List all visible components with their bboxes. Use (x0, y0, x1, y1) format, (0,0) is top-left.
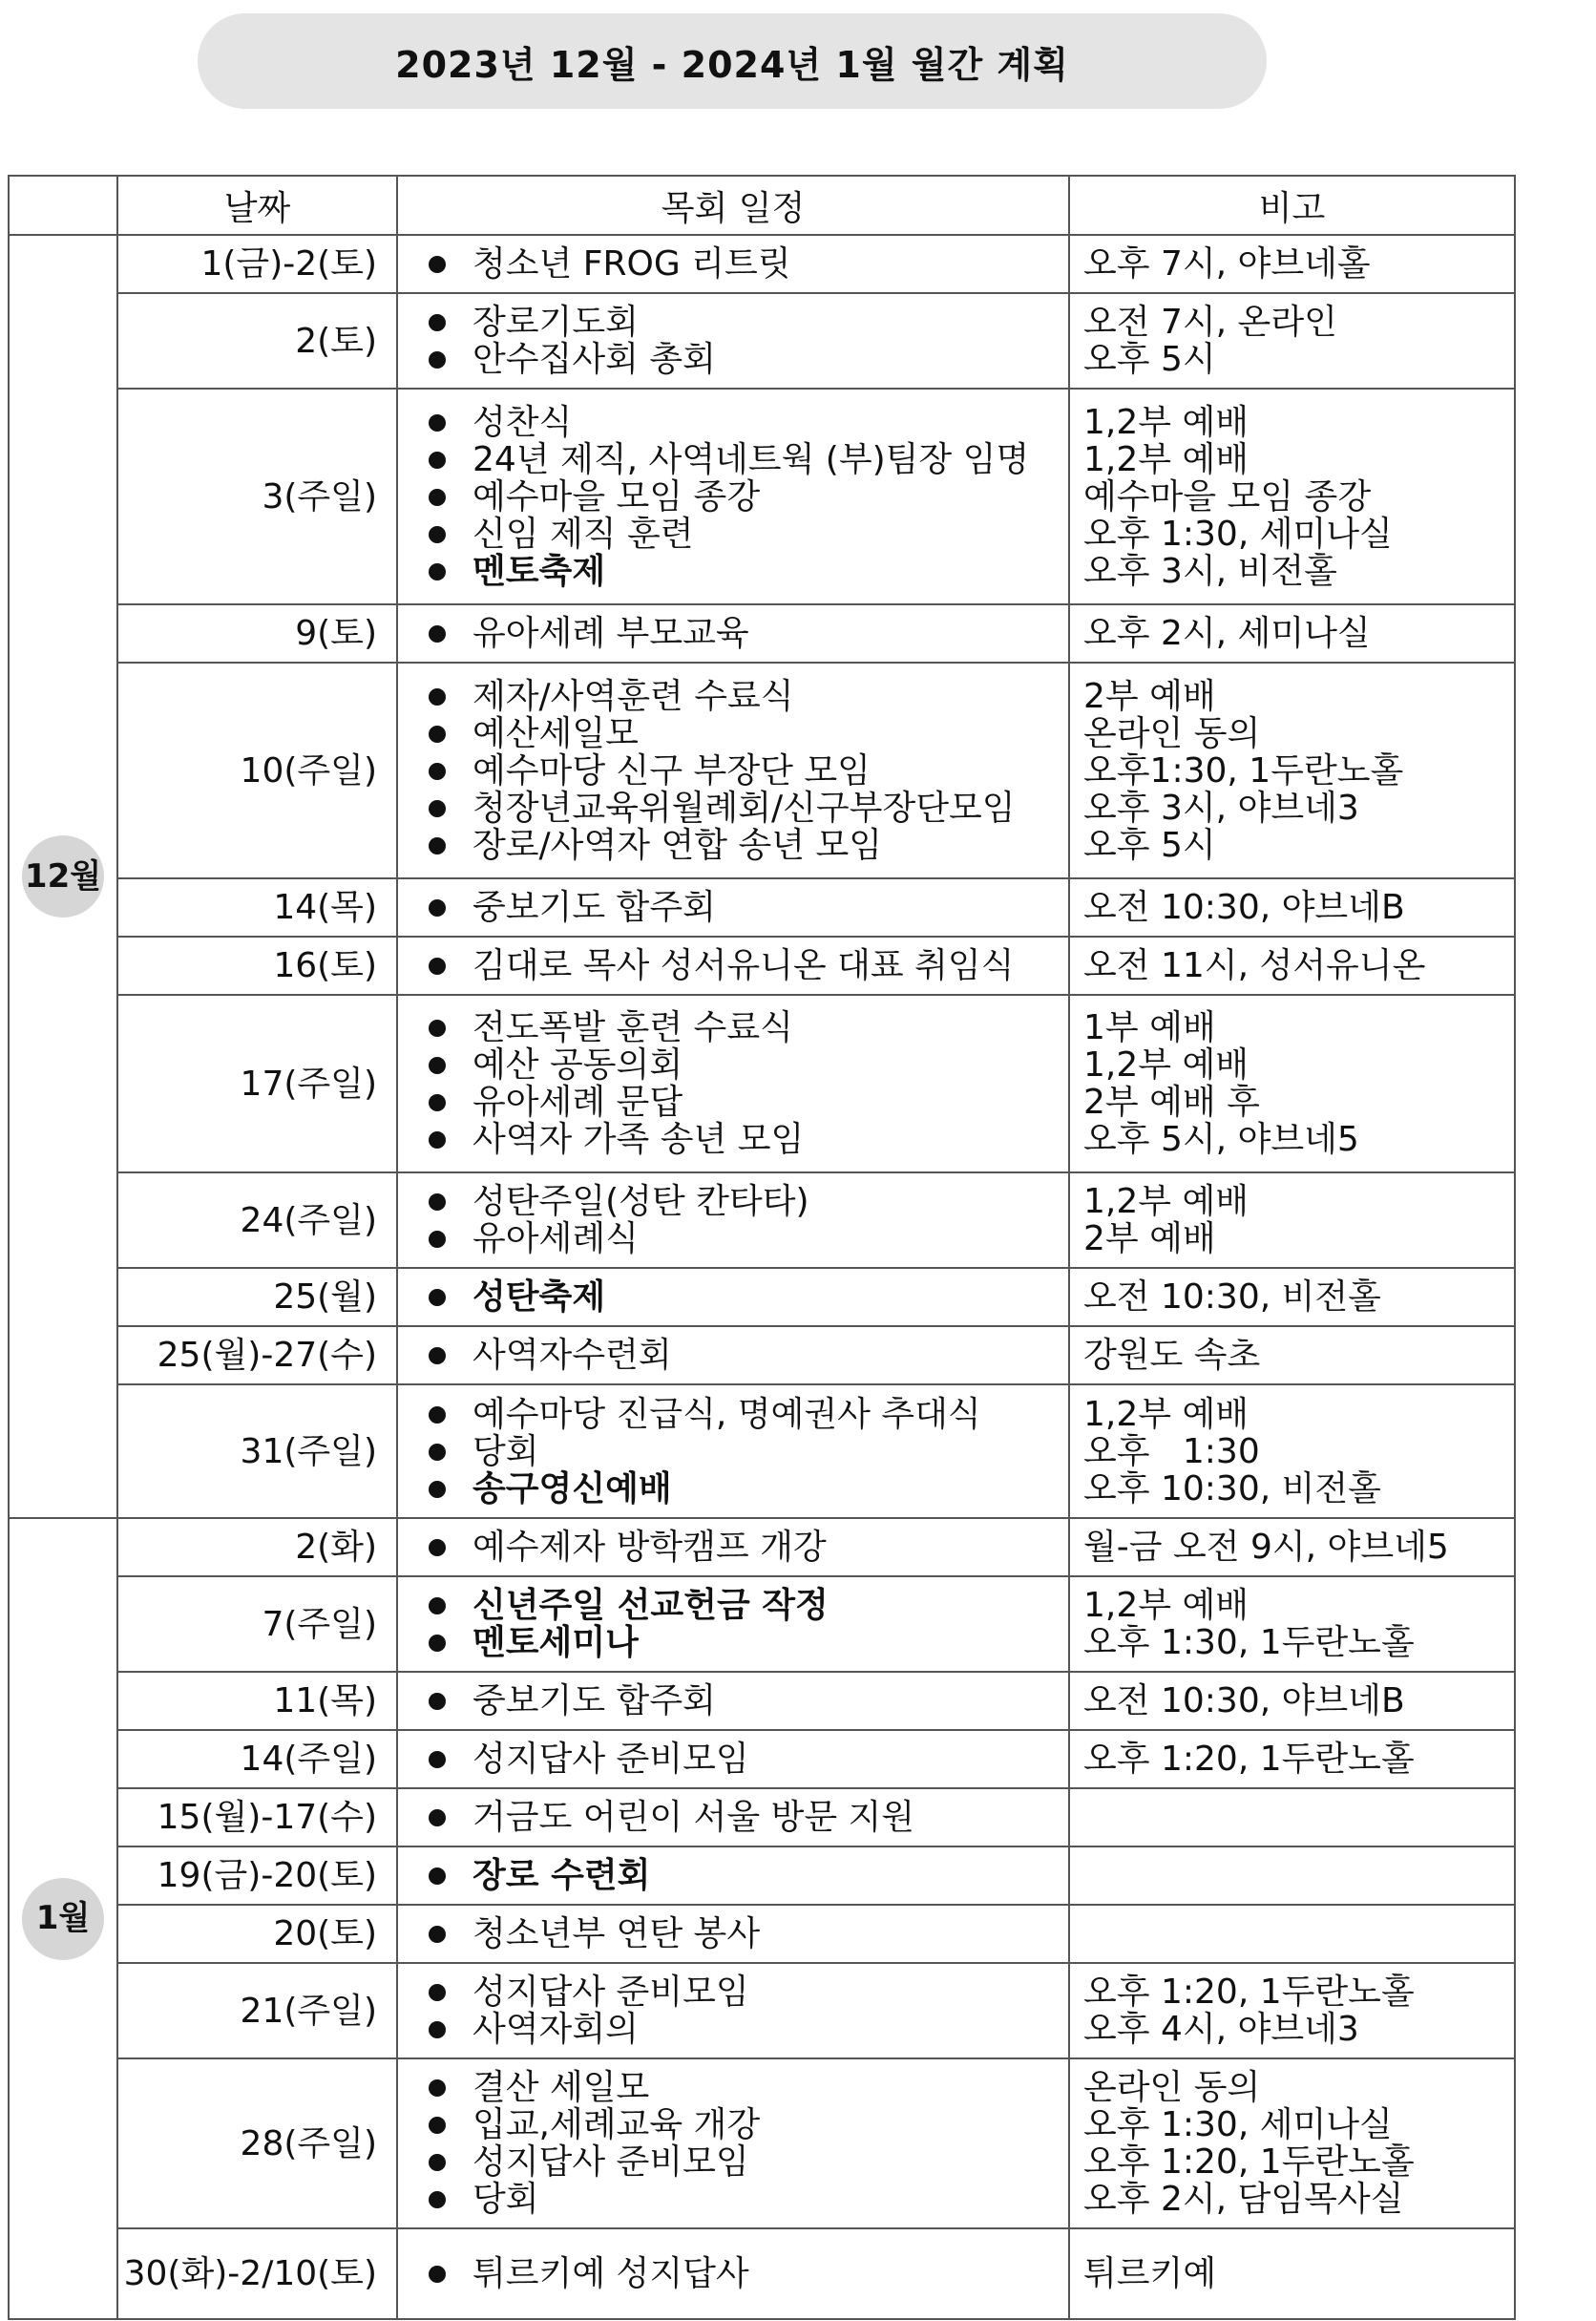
notes-cell (1069, 2228, 1515, 2319)
note-line: 1,2부 예배 (1083, 1182, 1250, 1221)
month-cell (9, 1518, 117, 2319)
date-cell: 24(주일) (117, 1172, 397, 1268)
note-line: 오후 1:30, 1두란노홀 (1083, 1623, 1415, 1662)
date-cell: 21(주일) (117, 1963, 397, 2058)
notes-cell (1069, 1846, 1515, 1905)
note-line: 오후 1:30, 세미나실 (1083, 514, 1393, 554)
date-cell: 17(주일) (117, 995, 397, 1172)
date-cell: 20(토) (117, 1905, 397, 1963)
schedule-item: 입교,세례교육 개강 (427, 2106, 1068, 2143)
schedule-item: 튀르키예 성지답사 (427, 2255, 1068, 2292)
schedule-list (427, 1682, 1068, 1720)
note-line: 오후 2시, 담임목사실 (1083, 2180, 1404, 2219)
schedule-list (427, 889, 1068, 926)
table-row (9, 937, 1515, 995)
schedule-item: 멘토축제 (427, 553, 1068, 590)
note-line: 오전 7시, 온라인 (1083, 303, 1337, 342)
notes-cell (1069, 1963, 1515, 2058)
note-line: 오전 10:30, 야브네B (1083, 1681, 1405, 1720)
header-schedule: 목회 일정 (397, 176, 1069, 235)
notes-cell (1069, 604, 1515, 663)
schedule-cell (397, 995, 1069, 1172)
table-row (9, 293, 1515, 389)
schedule-item: 유아세례식 (427, 1220, 1068, 1257)
schedule-cell (397, 1846, 1069, 1905)
schedule-list (427, 1278, 1068, 1316)
notes-cell (1069, 878, 1515, 937)
date-cell: 25(월)-27(수) (117, 1326, 397, 1384)
note-line: 오후 3시, 야브네3 (1083, 788, 1359, 828)
month-cell (9, 235, 117, 1518)
notes-cell (1069, 663, 1515, 878)
schedule-item: 성탄주일(성탄 칸타타) (427, 1183, 1068, 1220)
date-cell: 14(주일) (117, 1730, 397, 1788)
schedule-cell (397, 663, 1069, 878)
schedule-cell (397, 1730, 1069, 1788)
note-line: 오후 5시, 야브네5 (1083, 1120, 1359, 1159)
table-row (9, 1963, 1515, 2058)
note-line: 1,2부 예배 (1083, 402, 1250, 442)
header-notes: 비고 (1069, 176, 1515, 235)
notes-cell (1069, 1172, 1515, 1268)
schedule-list (427, 2069, 1068, 2218)
note-line: 오후 1:30, 세미나실 (1083, 2105, 1393, 2144)
note-line: 1,2부 예배 (1083, 439, 1250, 479)
notes-cell (1069, 1576, 1515, 1672)
schedule-item: 유아세례 문답 (427, 1084, 1068, 1121)
header-date: 날짜 (117, 176, 397, 235)
date-cell: 2(화) (117, 1518, 397, 1576)
table-row (9, 1672, 1515, 1730)
note-line: 오후1:30, 1두란노홀 (1083, 750, 1404, 791)
schedule-item: 멘토세미나 (427, 1624, 1068, 1661)
note-line: 월-금 오전 9시, 야브네5 (1083, 1528, 1449, 1567)
notes-cell (1069, 1672, 1515, 1730)
schedule-cell (397, 1905, 1069, 1963)
notes-cell (1069, 1384, 1515, 1518)
note-line: 오전 11시, 성서유니온 (1083, 946, 1426, 985)
table-row (9, 663, 1515, 878)
schedule-item: 신년주일 선교헌금 작정 (427, 1587, 1068, 1624)
table-row (9, 1172, 1515, 1268)
note-line: 오전 10:30, 야브네B (1083, 888, 1405, 927)
table-row (9, 1730, 1515, 1788)
note-line: 온라인 동의 (1083, 2068, 1261, 2107)
schedule-item: 성지답사 준비모임 (427, 1741, 1068, 1778)
schedule-list (427, 1799, 1068, 1836)
notes-cell (1069, 1730, 1515, 1788)
table-row (9, 1846, 1515, 1905)
note-line: 1,2부 예배 (1083, 1586, 1250, 1625)
schedule-item: 24년 제직, 사역네트웍 (부)팀장 임명 (427, 441, 1068, 478)
schedule-list (427, 304, 1068, 378)
notes-cell (1069, 1518, 1515, 1576)
schedule-list (427, 1973, 1068, 2048)
schedule-list (427, 1529, 1068, 1566)
notes-cell (1069, 1268, 1515, 1326)
table-row (9, 235, 1515, 293)
schedule-cell (397, 235, 1069, 293)
schedule-item: 장로 수련회 (427, 1857, 1068, 1894)
schedule-item: 전도폭발 훈련 수료식 (427, 1009, 1068, 1046)
schedule-item: 성찬식 (427, 404, 1068, 441)
schedule-cell (397, 2228, 1069, 2319)
schedule-item: 성지답사 준비모임 (427, 2143, 1068, 2181)
schedule-item: 거금도 어린이 서울 방문 지원 (427, 1799, 1068, 1836)
schedule-cell (397, 2058, 1069, 2228)
schedule-cell (397, 937, 1069, 995)
schedule-cell (397, 1576, 1069, 1672)
month-badge: 1월 (22, 1878, 104, 1960)
date-cell: 25(월) (117, 1268, 397, 1326)
note-line: 온라인 동의 (1083, 713, 1261, 753)
schedule-item: 사역자수련회 (427, 1337, 1068, 1374)
schedule-list (427, 1396, 1068, 1508)
date-cell: 28(주일) (117, 2058, 397, 2228)
table-row (9, 1788, 1515, 1846)
schedule-item: 예산세일모 (427, 715, 1068, 752)
header-row (9, 176, 1515, 235)
schedule-item: 예수제자 방학캠프 개강 (427, 1529, 1068, 1566)
note-line: 1,2부 예배 (1083, 1045, 1250, 1085)
note-line: 1,2부 예배 (1083, 1394, 1250, 1434)
note-line: 오후 4시, 야브네3 (1083, 2010, 1359, 2049)
schedule-item: 사역자 가족 송년 모임 (427, 1121, 1068, 1158)
date-cell: 31(주일) (117, 1384, 397, 1518)
schedule-cell (397, 1963, 1069, 2058)
schedule-item: 중보기도 합주회 (427, 1682, 1068, 1720)
notes-cell (1069, 235, 1515, 293)
date-cell: 15(월)-17(수) (117, 1788, 397, 1846)
date-cell: 9(토) (117, 604, 397, 663)
schedule-cell (397, 1384, 1069, 1518)
table-row (9, 995, 1515, 1172)
schedule-item: 예산 공동의회 (427, 1046, 1068, 1084)
schedule-item: 청소년부 연탄 봉사 (427, 1915, 1068, 1952)
schedule-item: 안수집사회 총회 (427, 341, 1068, 378)
schedule-cell (397, 878, 1069, 937)
schedule-item: 제자/사역훈련 수료식 (427, 678, 1068, 715)
note-line: 오후 1:30 (1083, 1431, 1260, 1471)
schedule-item: 장로기도회 (427, 304, 1068, 341)
note-line: 오후 3시, 비전홀 (1083, 551, 1337, 591)
schedule-cell (397, 1268, 1069, 1326)
schedule-list (427, 245, 1068, 283)
table-row (9, 1905, 1515, 1963)
notes-cell (1069, 1788, 1515, 1846)
schedule-list (427, 615, 1068, 652)
note-line: 오후 1:20, 1두란노홀 (1083, 1740, 1415, 1779)
note-line: 2부 예배 (1083, 676, 1216, 716)
note-line: 오후 10:30, 비전홀 (1083, 1468, 1381, 1509)
schedule-cell (397, 389, 1069, 604)
schedule-list (427, 1337, 1068, 1374)
schedule-item: 청장년교육위월례회/신구부장단모임 (427, 790, 1068, 827)
note-line: 오후 1:20, 1두란노홀 (1083, 1973, 1415, 2012)
schedule-item: 당회 (427, 2181, 1068, 2218)
table-body (9, 235, 1515, 2319)
schedule-cell (397, 604, 1069, 663)
note-line: 오후 5시 (1083, 825, 1216, 865)
schedule-list (427, 1183, 1068, 1257)
date-cell: 30(화)-2/10(토) (117, 2228, 397, 2319)
table-row (9, 2058, 1515, 2228)
table-row (9, 604, 1515, 663)
schedule-item: 성탄축제 (427, 1278, 1068, 1316)
table-row (9, 1268, 1515, 1326)
schedule-item: 성지답사 준비모임 (427, 1973, 1068, 2011)
note-line: 오후 5시 (1083, 340, 1216, 379)
date-cell: 1(금)-2(토) (117, 235, 397, 293)
note-line: 예수마을 모임 종강 (1083, 476, 1372, 517)
table-row (9, 2228, 1515, 2319)
note-line: 오전 10:30, 비전홀 (1083, 1277, 1381, 1317)
table-row (9, 878, 1515, 937)
schedule-item: 유아세례 부모교육 (427, 615, 1068, 652)
date-cell: 2(토) (117, 293, 397, 389)
schedule-list (427, 2255, 1068, 2292)
date-cell: 14(목) (117, 878, 397, 937)
schedule-item: 신임 제직 훈련 (427, 516, 1068, 553)
schedule-item: 장로/사역자 연합 송년 모임 (427, 827, 1068, 864)
schedule-item: 결산 세일모 (427, 2069, 1068, 2106)
schedule-item: 중보기도 합주회 (427, 889, 1068, 926)
schedule-list (427, 1587, 1068, 1661)
table-row (9, 1384, 1515, 1518)
schedule-item: 김대로 목사 성서유니온 대표 취임식 (427, 947, 1068, 984)
date-cell: 19(금)-20(토) (117, 1846, 397, 1905)
note-line: 오후 2시, 세미나실 (1083, 614, 1371, 653)
schedule-list (427, 1741, 1068, 1778)
schedule-cell (397, 1518, 1069, 1576)
schedule-list (427, 1857, 1068, 1894)
note-line: 2부 예배 후 (1083, 1083, 1260, 1122)
notes-cell (1069, 1905, 1515, 1963)
schedule-list (427, 1915, 1068, 1952)
schedule-item: 송구영신예배 (427, 1470, 1068, 1508)
notes-cell (1069, 995, 1515, 1172)
table-row (9, 1576, 1515, 1672)
header-month (9, 176, 117, 235)
schedule-item: 예수마당 신구 부장단 모임 (427, 752, 1068, 790)
note-line: 1부 예배 (1083, 1008, 1216, 1047)
notes-cell (1069, 2058, 1515, 2228)
date-cell: 3(주일) (117, 389, 397, 604)
schedule-list (427, 404, 1068, 590)
note-line: 강원도 속초 (1083, 1336, 1261, 1375)
schedule-list (427, 1009, 1068, 1158)
date-cell: 16(토) (117, 937, 397, 995)
month-badge: 12월 (22, 835, 104, 918)
note-line: 오후 7시, 야브네홀 (1083, 244, 1371, 284)
schedule-cell (397, 1788, 1069, 1846)
schedule-item: 당회 (427, 1433, 1068, 1470)
schedule-cell (397, 293, 1069, 389)
schedule-list (427, 678, 1068, 864)
table-row (9, 389, 1515, 604)
note-line: 2부 예배 (1083, 1219, 1216, 1258)
schedule-list (427, 947, 1068, 984)
monthly-plan-table (8, 175, 1516, 2320)
notes-cell (1069, 389, 1515, 604)
note-line: 튀르키예 (1083, 2254, 1217, 2293)
schedule-item: 예수마당 진급식, 명예권사 추대식 (427, 1396, 1068, 1433)
schedule-cell (397, 1672, 1069, 1730)
date-cell: 7(주일) (117, 1576, 397, 1672)
notes-cell (1069, 293, 1515, 389)
schedule-item: 사역자회의 (427, 2011, 1068, 2048)
schedule-cell (397, 1326, 1069, 1384)
table-row (9, 1326, 1515, 1384)
date-cell: 11(목) (117, 1672, 397, 1730)
date-cell: 10(주일) (117, 663, 397, 878)
table-row (9, 1518, 1515, 1576)
schedule-item: 예수마을 모임 종강 (427, 478, 1068, 516)
note-line: 오후 1:20, 1두란노홀 (1083, 2142, 1415, 2182)
notes-cell (1069, 937, 1515, 995)
schedule-cell (397, 1172, 1069, 1268)
notes-cell (1069, 1326, 1515, 1384)
schedule-item: 청소년 FROG 리트릿 (427, 245, 1068, 283)
page-title: 2023년 12월 - 2024년 1월 월간 계획 (198, 13, 1267, 109)
